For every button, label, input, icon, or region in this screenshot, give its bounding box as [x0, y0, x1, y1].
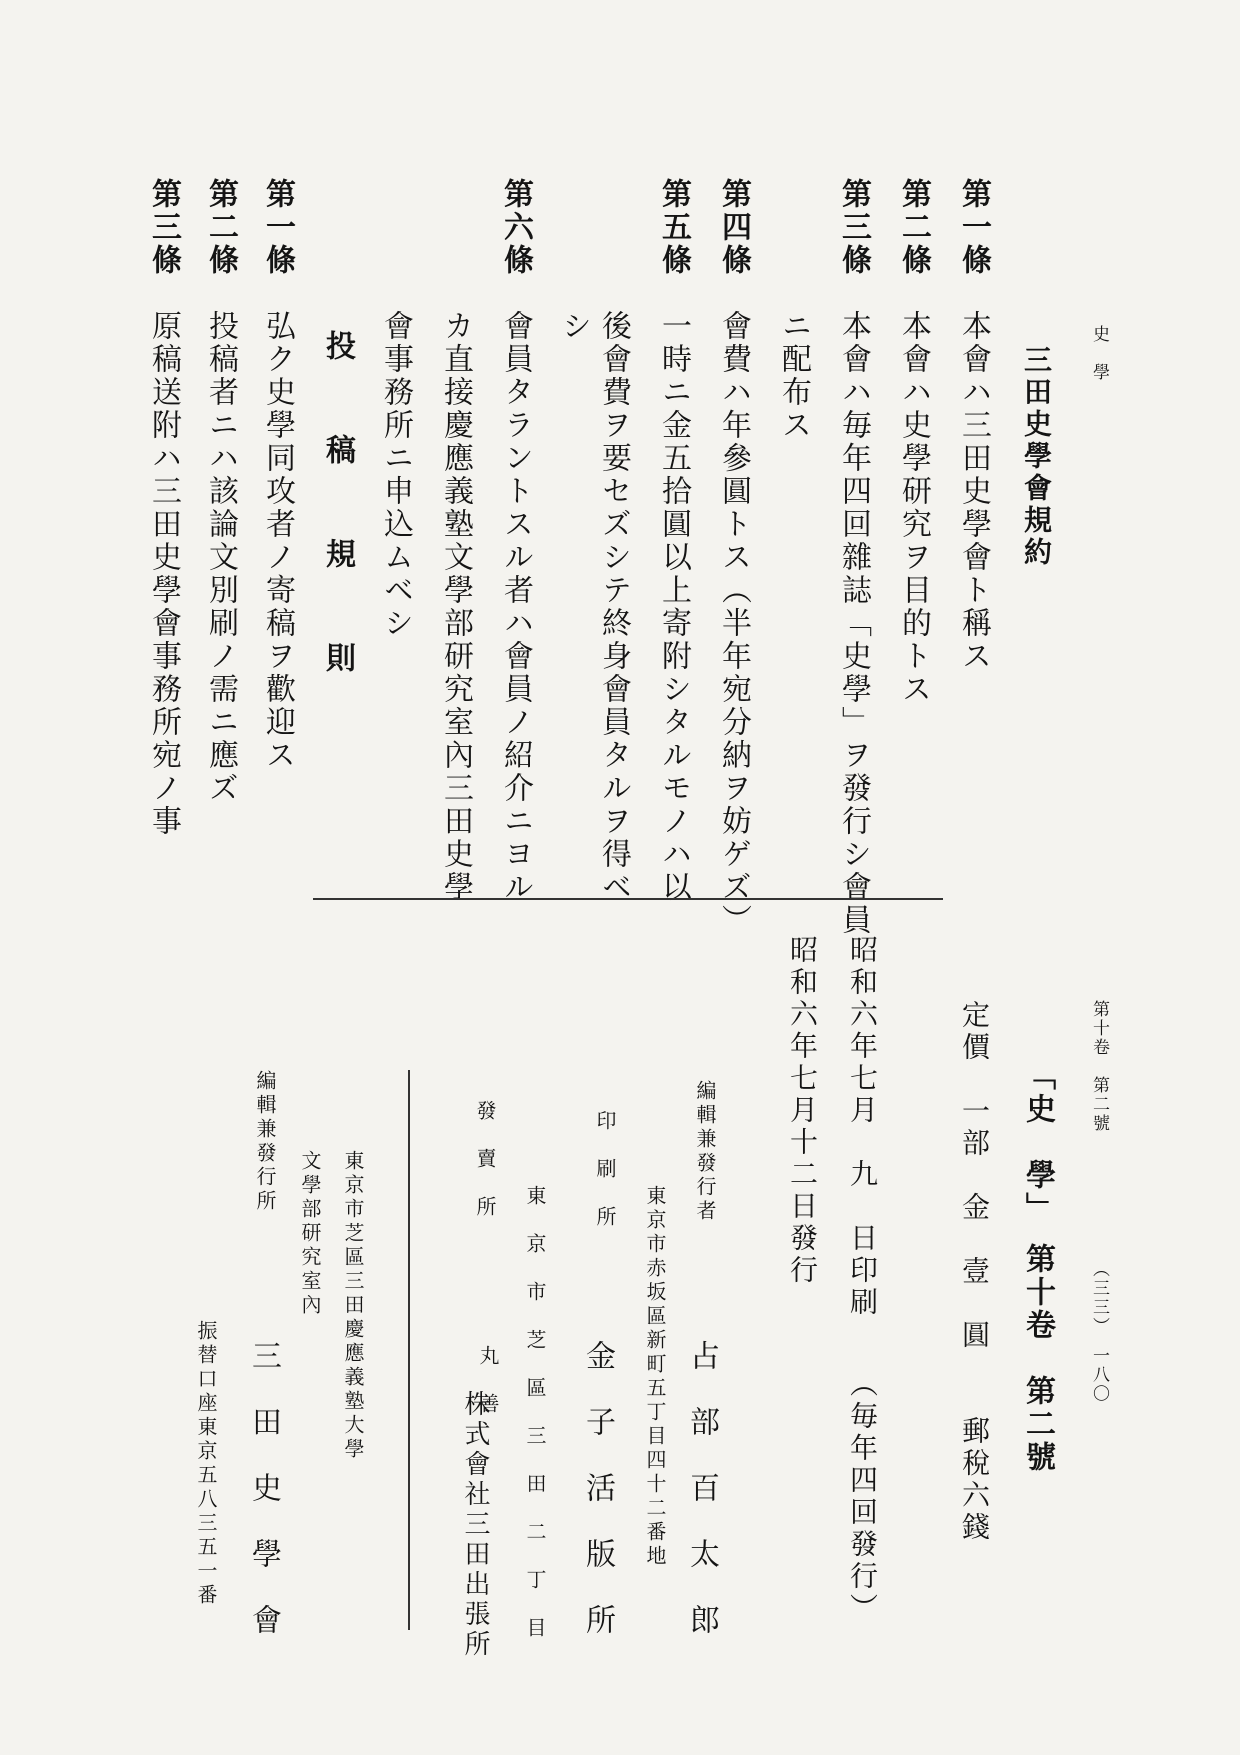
article-text: 本會ハ史學研究ヲ目的トス — [896, 310, 931, 706]
article-number: 第一條 — [260, 178, 295, 277]
article-text: 一時ニ金五拾圓以上寄附シタルモノハ以 — [656, 310, 691, 904]
colophon-divider — [408, 1070, 410, 1630]
publisher-name: 三 田 史 學 會 — [246, 1340, 281, 1637]
article-number: 第三條 — [146, 178, 181, 277]
article-number: 第四條 — [716, 178, 751, 277]
article-number: 第一條 — [956, 178, 991, 277]
publisher-address: 東京市芝區三田慶應義塾大學 — [341, 1150, 365, 1462]
issue-date: 昭和六年七月十二日發行 — [786, 935, 819, 1287]
page-number: （三三） 一八〇 — [1089, 1260, 1109, 1404]
price: 定價 一部 金 壹 圓 郵稅六錢 — [958, 1000, 991, 1544]
transfer-account: 振替口座東京五八三五一番 — [194, 1320, 218, 1608]
publisher-label: 編輯兼發行所 — [253, 1070, 277, 1214]
article-text: 本會ハ三田史學會ト稱ス — [956, 310, 991, 673]
print-date: 昭和六年七月 九 日印刷 （毎年四回發行） — [846, 935, 879, 1625]
article-text: シ — [556, 310, 591, 343]
article-text: 弘ク史學同攻者ノ寄稿ヲ歡迎ス — [260, 310, 295, 772]
article-text: 會事務所ニ申込ムベシ — [378, 310, 413, 640]
article-text: 會員タラントスル者ハ會員ノ紹介ニヨル — [498, 310, 533, 904]
article-number: 第二條 — [896, 178, 931, 277]
running-head: 史 學 — [1089, 325, 1109, 382]
article-text: 會費ハ年參圓トス（半年宛分納ヲ妨ゲズ） — [716, 310, 751, 937]
article-text: カ直接慶應義塾文學部研究室內三田史學 — [438, 310, 473, 904]
article-text: 原稿送附ハ三田史學會事務所宛ノ事 — [146, 310, 181, 838]
printer-name: 金 子 活 版 所 — [580, 1340, 615, 1637]
printer-label: 印 刷 所 — [593, 1110, 617, 1230]
contribution-rules-title: 投 稿 規 則 — [320, 330, 355, 694]
editor-address: 東京市赤坂區新町五丁目四十二番地 — [643, 1185, 667, 1569]
article-number: 第二條 — [203, 178, 238, 277]
editor-label: 編輯兼發行者 — [693, 1080, 717, 1224]
article-number: 第五條 — [656, 178, 691, 277]
section-divider — [313, 898, 943, 900]
article-text: ニ配布ス — [776, 310, 811, 442]
article-text: 本會ハ毎年四回雜誌「史學」ヲ發行シ會員 — [836, 310, 871, 937]
seller-company: 丸 善 — [476, 1345, 500, 1417]
colophon-title: 「史 學」 第十卷 第二號 — [1020, 1060, 1055, 1474]
seller-address: 東 京 市 芝 區 三 田 二 丁 目 — [523, 1185, 547, 1641]
editor-name: 占 部 百 太 郎 — [684, 1340, 719, 1637]
publisher-address: 文學部研究室內 — [298, 1150, 322, 1318]
seller-label: 發 賣 所 — [473, 1100, 497, 1220]
article-text: 投稿者ニハ該論文別刷ノ需ニ應ズ — [203, 310, 238, 805]
society-rules-title: 三田史學會規約 — [1020, 345, 1053, 569]
article-text: 後會費ヲ要セズシテ終身會員タルヲ得ベ — [596, 310, 631, 904]
volume-issue: 第十卷 第二號 — [1089, 1000, 1109, 1133]
seller-branch: 株式會社三田出張所 — [460, 1390, 490, 1660]
article-number: 第三條 — [836, 178, 871, 277]
article-number: 第六條 — [498, 178, 533, 277]
